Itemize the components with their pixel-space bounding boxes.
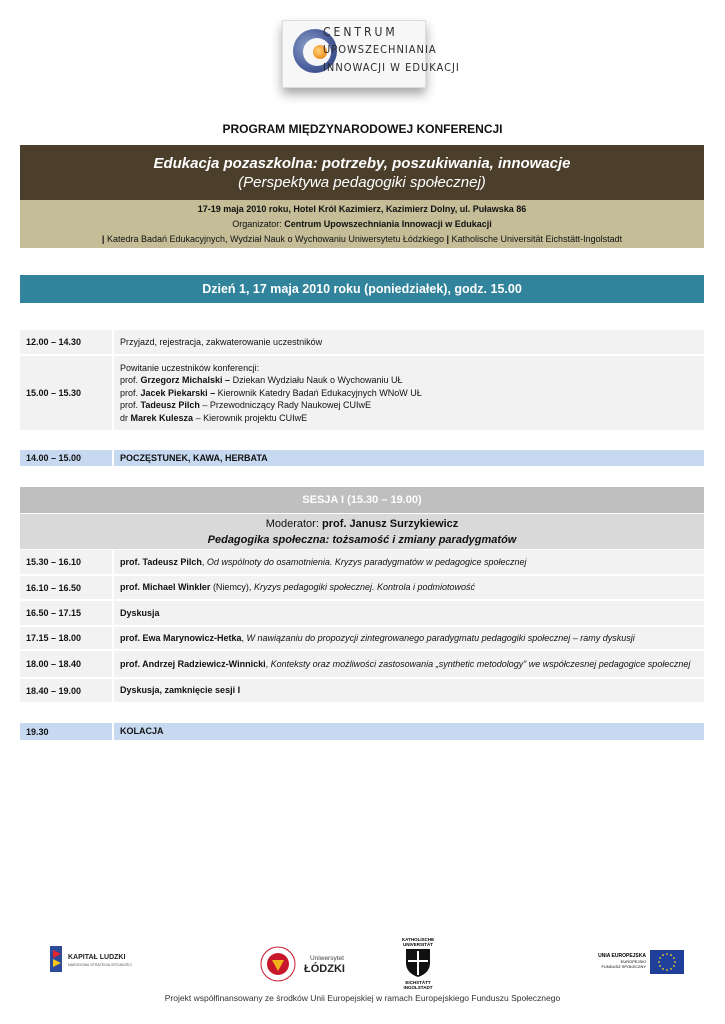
speaker: prof. Andrzej Radziewicz-Winnicki [120, 658, 266, 669]
row-time: 15.00 – 15.30 [26, 388, 82, 398]
row-time: 17.15 – 18.00 [26, 633, 82, 643]
talk-title: Od wspólnoty do osamotnienia. Kryzys paradygmatów w pedagogice społecznej [206, 556, 527, 567]
speaker: Dyskusja, zamknięcie sesji I [120, 685, 241, 696]
svg-text:UNIVERSITÄT: UNIVERSITÄT [402, 942, 434, 947]
row-time: 16.50 – 17.15 [26, 608, 82, 618]
eu-star-icon [659, 957, 661, 959]
row-time: 14.00 – 15.00 [26, 453, 82, 463]
svg-text:KAPITAŁ LUDZKI: KAPITAŁ LUDZKI [68, 954, 126, 961]
speaker: prof. Tadeusz Pilch [120, 556, 202, 567]
partner-2: Katholische Universität Eichstätt-Ingolstadt [451, 234, 623, 244]
date-place: 17-19 maja 2010 roku, Hotel Król Kazimierz, Kazimierz Dolny, ul. Puławska 86 [197, 204, 527, 214]
svg-text:EICHSTÄTT: EICHSTÄTT [405, 980, 431, 985]
svg-text:EUROPEJSKI: EUROPEJSKI [620, 959, 646, 964]
session-moderator [20, 514, 704, 549]
session-theme: Pedagogika społeczna: tożsamość i zmiany paradygmatów [207, 534, 517, 546]
logo-text-line1: CENTRUM [323, 25, 398, 39]
svg-text:INGOLSTADT: INGOLSTADT [403, 985, 433, 990]
svg-text:UNIA EUROPEJSKA: UNIA EUROPEJSKA [598, 953, 646, 959]
session-header: SESJA I (15.30 – 19.00) [20, 487, 704, 513]
session-row [20, 576, 704, 599]
row-description: KOLACJA [112, 723, 704, 740]
session-row [20, 679, 704, 702]
eu-star-icon [662, 968, 664, 970]
svg-text:KATHOLISCHE: KATHOLISCHE [401, 937, 435, 942]
session-row [20, 601, 704, 625]
organizer-name: Centrum Upowszechniania Innowacji w Edukacji [284, 219, 492, 229]
svg-text:ŁÓDZKI: ŁÓDZKI [304, 963, 345, 975]
speaker-extra: , [241, 632, 247, 643]
program-title: PROGRAM MIĘDZYNARODOWEJ KONFERENCJI [222, 122, 503, 136]
row-time: 16.10 – 16.50 [26, 582, 82, 593]
row-description [112, 550, 704, 574]
eu-star-icon [670, 968, 672, 970]
row-description [112, 679, 704, 702]
footer-funding-text: Projekt współfinansowany ze środków Unii Europejskiej w ramach Europejskiego Funduszu Społecznego [164, 993, 561, 1003]
conference-banner [20, 145, 704, 200]
cuiwe-logo [282, 20, 460, 88]
eu-star-icon [659, 965, 661, 967]
eu-star-icon [673, 957, 675, 959]
conference-subtitle: (Perspektywa pedagogiki społecznej) [238, 174, 486, 191]
row-description [112, 627, 704, 649]
row-time: 19.30 [26, 726, 49, 737]
schedule-row-break [20, 450, 704, 466]
row-description: POCZĘSTUNEK, KAWA, HERBATA [112, 450, 704, 466]
schedule-row-dinner [20, 723, 704, 740]
row-time: 15.30 – 16.10 [26, 557, 82, 567]
organizer-line [20, 217, 704, 232]
logo-text-line3: INNOWACJI W EDUKACJI [323, 61, 460, 74]
kapital-ludzki-logo [48, 944, 138, 979]
speaker-extra: , [201, 556, 207, 567]
moderator-name: prof. Janusz Surzykiewicz [321, 518, 459, 530]
row-time: 18.40 – 19.00 [26, 685, 82, 696]
row-time: 18.00 – 18.40 [26, 659, 82, 669]
schedule-row [20, 330, 704, 354]
eu-fund-logo [598, 948, 688, 981]
day-header: Dzień 1, 17 maja 2010 roku (poniedziałek), godz. 15.00 [20, 275, 704, 303]
schedule-row [20, 356, 704, 430]
separator: | [101, 234, 105, 244]
row-description [112, 576, 704, 599]
talk-title: Konteksty oraz możliwości zastosowania „synthetic metodology” we współczesnej pedagogice społecznej [270, 658, 691, 669]
partners-line [20, 232, 704, 247]
row-description [112, 651, 704, 677]
logo-text-line2: UPOWSZECHNIANIA [323, 43, 437, 56]
eu-star-icon [666, 953, 668, 955]
separator: | [446, 234, 449, 244]
conference-title: Edukacja pozaszkolna: potrzeby, poszukiwania, innowacje [153, 155, 571, 172]
speaker: prof. Ewa Marynowicz-Hetka [120, 632, 242, 643]
speaker-extra: , [265, 658, 271, 669]
talk-title: W nawiązaniu do propozycji zintegrowanego paradygmatu pedagogiki społecznej – ramy dyskusji [246, 632, 635, 643]
eu-star-icon [658, 961, 660, 963]
speaker: Dyskusja [120, 607, 160, 618]
moderator-label: Moderator: [265, 518, 319, 530]
eu-star-icon [662, 954, 664, 956]
talk-title: Kryzys pedagogiki społecznej. Kontrola i podmiotowość [253, 582, 476, 593]
row-description: Powitanie uczestników konferencji: prof. Grzegorz Michalski – Dziekan Wydziału Nauk o Wychowaniu UŁ prof. Jacek Piekarski – Kierownik Katedry Badań Edukacyjnych WNoW UŁ prof. Tadeusz Pilch – Przewodniczący Rady Naukowej CUIwE dr Marek Kulesza – Kierownik projektu CUIwE [112, 356, 704, 430]
conference-info [20, 200, 704, 248]
session-row [20, 651, 704, 677]
ku-eichstaett-logo [398, 935, 438, 995]
row-time: 12.00 – 14.30 [26, 337, 82, 347]
svg-text:Uniwersytet: Uniwersytet [310, 955, 344, 962]
eu-star-icon [666, 969, 668, 971]
session-row [20, 550, 704, 574]
eu-star-icon [674, 961, 676, 963]
session-row [20, 627, 704, 649]
svg-text:FUNDUSZ SPOŁECZNY: FUNDUSZ SPOŁECZNY [601, 964, 646, 969]
partner-1: Katedra Badań Edukacyjnych, Wydział Nauk o Wychowaniu Uniwersytetu Łódzkiego [106, 234, 444, 244]
speaker-extra: (Niemcy), [210, 582, 254, 593]
row-description [112, 601, 704, 625]
organizer-label: Organizator: [232, 219, 282, 229]
svg-text:NARODOWA STRATEGIA SPÓJNOŚCI: NARODOWA STRATEGIA SPÓJNOŚCI [68, 963, 132, 967]
speaker: prof. Michael Winkler [120, 582, 211, 593]
row-description: Przyjazd, rejestracja, zakwaterowanie uczestników [112, 330, 704, 354]
uniwersytet-lodzki-logo [258, 944, 353, 989]
eu-star-icon [670, 954, 672, 956]
eu-star-icon [673, 965, 675, 967]
